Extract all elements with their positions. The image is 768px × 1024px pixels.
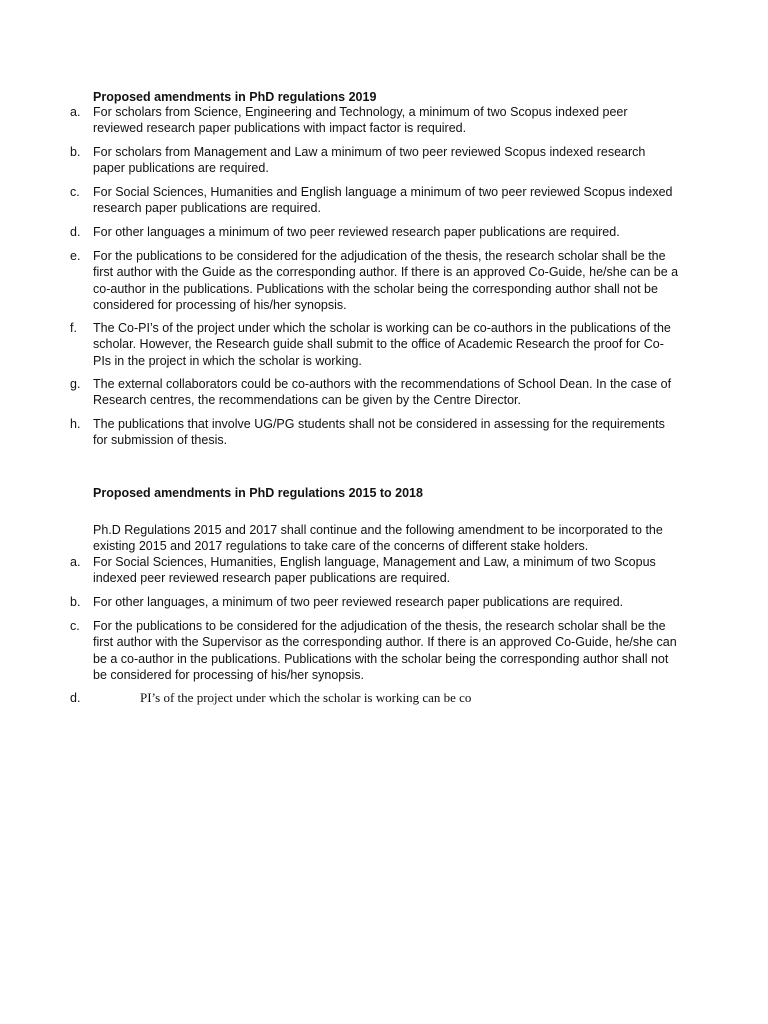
- list-item-text: The publications that involve UG/PG students shall not be considered in assessing for the requirements for submission of thesis.: [93, 417, 665, 448]
- list-marker: f.: [70, 321, 77, 335]
- list-item-2019-c: [70, 184, 680, 217]
- list-item-text: The Co-PI’s of the project under which the scholar is working can be co-authors in the publications of the scholar. However, the Research guide shall submit to the office of Academic Research the proof for Co-PIs in the project in which the scholar is working.: [93, 321, 671, 368]
- list-item-text: For scholars from Management and Law a minimum of two peer reviewed Scopus indexed research paper publications are required.: [93, 145, 646, 176]
- list-item-2019-h: [70, 416, 680, 449]
- list-marker: d.: [70, 225, 81, 239]
- list-marker: d.: [70, 691, 81, 705]
- list-item-2015-d: [70, 690, 680, 706]
- list-item-2019-d: [70, 224, 680, 240]
- list-marker: b.: [70, 595, 81, 609]
- list-item-text: For other languages a minimum of two peer reviewed research paper publications are required.: [93, 225, 620, 239]
- list-marker: a.: [70, 555, 81, 569]
- section-2015-2018-intro: Ph.D Regulations 2015 and 2017 shall continue and the following amendment to be incorporated to the existing 2015 and 2017 regulations to take care of the concerns of different stake holders.: [93, 523, 663, 554]
- list-marker: e.: [70, 249, 81, 263]
- section-2019-heading: Proposed amendments in PhD regulations 2019: [93, 90, 377, 104]
- list-marker: b.: [70, 145, 81, 159]
- list-marker: c.: [70, 619, 80, 633]
- list-item-2019-g: [70, 376, 680, 409]
- section-2015-2018-heading: Proposed amendments in PhD regulations 2015 to 2018: [93, 486, 423, 500]
- list-marker: a.: [70, 105, 81, 119]
- list-item-2019-b: [70, 144, 680, 177]
- list-item-2019-e: [70, 248, 680, 313]
- list-item-text: For the publications to be considered for the adjudication of the thesis, the research scholar shall be the first author with the Guide as the corresponding author. If there is an approved Co-Guide, he/she can be a co-author in the publications. Publications with the scholar being the corresponding author shall not be considered for processing of his/her synopsis.: [93, 249, 679, 312]
- list-item-text: For scholars from Science, Engineering and Technology, a minimum of two Scopus indexed peer reviewed research paper publications with impact factor is required.: [93, 105, 628, 136]
- list-item-2019-a: [70, 104, 680, 137]
- list-item-2019-f: [70, 320, 680, 369]
- list-item-text: PI’s of the project under which the scholar is working can be co: [140, 690, 472, 705]
- list-item-text: For the publications to be considered for the adjudication of the thesis, the research scholar shall be the first author with the Supervisor as the corresponding author. If there is an approved Co-Guide, he/she can be a co-author in the publications. Publications with the scholar being the corresponding author shall not be considered for processing of his/her synopsis.: [93, 619, 677, 682]
- list-item-text: The external collaborators could be co-authors with the recommendations of School Dean. In the case of Research centres, the recommendations can be given by the Centre Director.: [93, 377, 672, 408]
- list-marker: h.: [70, 417, 81, 431]
- list-marker: c.: [70, 185, 80, 199]
- list-item-text: For Social Sciences, Humanities and English language a minimum of two peer reviewed Scopus indexed research paper publications are required.: [93, 185, 673, 216]
- list-item-text: For Social Sciences, Humanities, English language, Management and Law, a minimum of two Scopus indexed peer reviewed research paper publications are required.: [93, 555, 656, 586]
- list-item-2015-a: [70, 554, 680, 587]
- list-item-2015-b: [70, 594, 680, 610]
- list-item-text: For other languages, a minimum of two peer reviewed research paper publications are required.: [93, 595, 624, 609]
- list-item-2015-c: [70, 618, 680, 683]
- list-marker: g.: [70, 377, 81, 391]
